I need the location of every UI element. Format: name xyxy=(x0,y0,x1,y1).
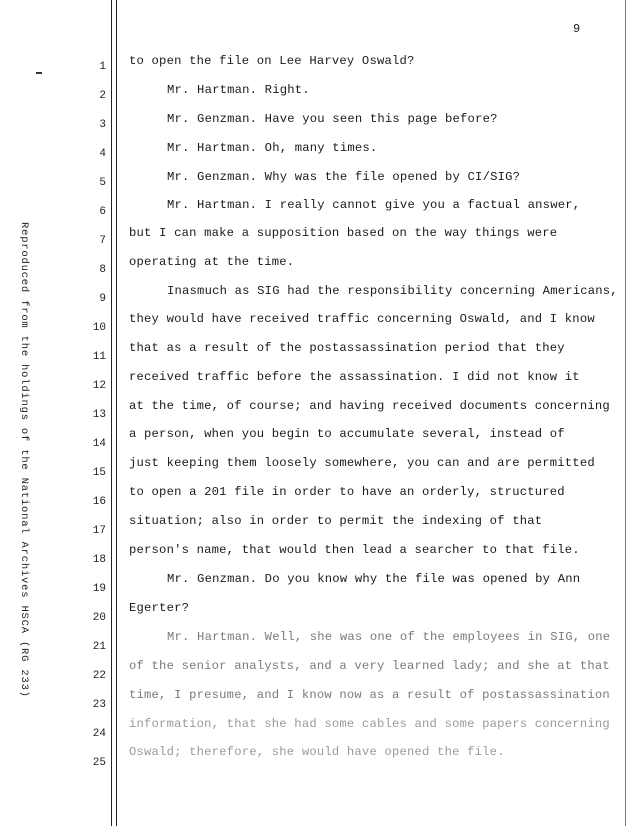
line-number: 13 xyxy=(92,409,106,421)
transcript-line: information, that she had some cables and some papers concerning xyxy=(129,717,610,731)
line-number: 21 xyxy=(92,641,106,653)
line-number: 6 xyxy=(99,206,106,218)
left-margin-rule-inner xyxy=(116,0,117,826)
line-number: 18 xyxy=(92,554,106,566)
line-number: 3 xyxy=(99,119,106,131)
transcript-line: Mr. Hartman. I really cannot give you a factual answer, xyxy=(167,198,581,212)
line-number: 4 xyxy=(99,148,106,160)
transcript-line: operating at the time. xyxy=(129,255,295,269)
line-number: 1 xyxy=(99,61,106,73)
transcript-line: of the senior analysts, and a very learned lady; and she at that xyxy=(129,659,610,673)
transcript-line: they would have received traffic concerning Oswald, and I know xyxy=(129,312,595,326)
transcript-line: Mr. Hartman. Well, she was one of the employees in SIG, one xyxy=(167,630,611,644)
line-number: 17 xyxy=(92,525,106,537)
line-number: 15 xyxy=(92,467,106,479)
transcript-line: at the time, of course; and having received documents concerning xyxy=(129,399,610,413)
line-number: 10 xyxy=(92,322,106,334)
scan-speck xyxy=(36,72,42,74)
line-number: 8 xyxy=(99,264,106,276)
line-number: 19 xyxy=(92,583,106,595)
line-number: 7 xyxy=(99,235,106,247)
transcript-line: Mr. Hartman. Oh, many times. xyxy=(167,141,378,155)
line-number: 24 xyxy=(92,728,106,740)
line-number: 2 xyxy=(99,90,106,102)
transcript-line: received traffic before the assassination. I did not know it xyxy=(129,370,580,384)
line-number: 23 xyxy=(92,699,106,711)
transcript-line: Mr. Hartman. Right. xyxy=(167,83,310,97)
transcript-line: Inasmuch as SIG had the responsibility concerning Americans, xyxy=(167,284,618,298)
left-margin-rule xyxy=(111,0,112,826)
line-number: 5 xyxy=(99,177,106,189)
transcript-line: Mr. Genzman. Do you know why the file was opened by Ann xyxy=(167,572,581,586)
line-number: 25 xyxy=(92,757,106,769)
page-number: 9 xyxy=(573,22,581,36)
transcript-line: Egerter? xyxy=(129,601,190,615)
transcript-line: Mr. Genzman. Why was the file opened by CI/SIG? xyxy=(167,170,521,184)
transcript-line: to open the file on Lee Harvey Oswald? xyxy=(129,54,415,68)
transcript-line: to open a 201 file in order to have an orderly, structured xyxy=(129,485,565,499)
transcript-line: time, I presume, and I know now as a result of postassassination xyxy=(129,688,610,702)
transcript-line: person's name, that would then lead a searcher to that file. xyxy=(129,543,580,557)
transcript-line: that as a result of the postassassination period that they xyxy=(129,341,565,355)
transcript-line: but I can make a supposition based on the way things were xyxy=(129,226,558,240)
transcript-line: Oswald; therefore, she would have opened the file. xyxy=(129,745,505,759)
transcript-line: situation; also in order to permit the indexing of that xyxy=(129,514,543,528)
right-margin-rule xyxy=(625,0,626,826)
archive-side-note: Reproduced from the holdings of the National Archives HSCA (RG 233) xyxy=(18,222,30,698)
transcript-line: a person, when you begin to accumulate several, instead of xyxy=(129,427,565,441)
line-number: 16 xyxy=(92,496,106,508)
transcript-line: just keeping them loosely somewhere, you can and are permitted xyxy=(129,456,595,470)
line-number: 11 xyxy=(92,351,106,363)
line-number: 12 xyxy=(92,380,106,392)
line-number: 9 xyxy=(99,293,106,305)
line-number: 20 xyxy=(92,612,106,624)
line-number: 22 xyxy=(92,670,106,682)
transcript-line: Mr. Genzman. Have you seen this page before? xyxy=(167,112,498,126)
line-number: 14 xyxy=(92,438,106,450)
